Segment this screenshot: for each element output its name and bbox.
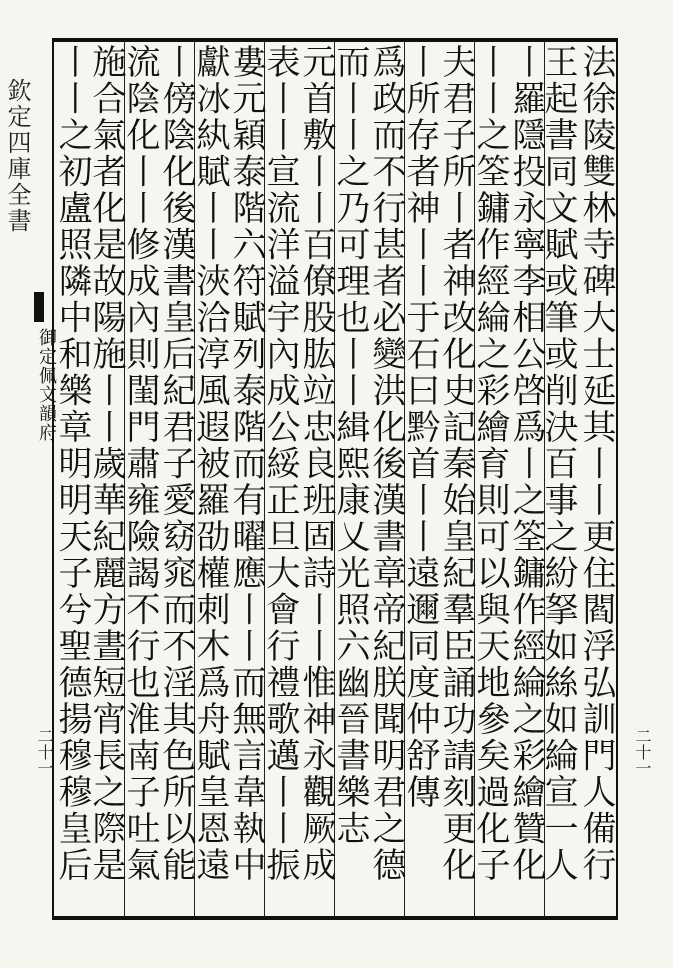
text-column-9: 元首敷丨丨百僚股肱竝忠良班固詩丨丨惟神永觀厥成 — [296, 44, 336, 884]
text-column-16: 丨丨之初盧照隣中和樂章明明天子兮聖德揚穆穆皇后 — [52, 44, 92, 884]
leaf-number-left: 二十一 — [35, 728, 54, 776]
text-column-14: 流陰化丨丨修成內則閨門肅雍險謁不行也淮南子吐氣 — [120, 44, 160, 884]
text-column-15: 施合氣者化是故陽施丨丨歲華紀麗方晝短宵長之際是 — [86, 44, 126, 884]
text-column-7: 爲政而不行甚者必變洪化後漢書章帝紀朕聞明君之德 — [366, 44, 406, 884]
text-column-10: 表丨丨宣流洋溢宇內成公綏正旦大會行禮歌邁丨丨振 — [260, 44, 300, 884]
text-column-1: 法徐陵雙林寺碑大士延其丨丨更住閻浮弘訓門人備行 — [576, 44, 616, 884]
text-column-5: 夫君子所丨者神改化史記秦始皇紀羣臣誦功請刻更化 — [436, 44, 476, 884]
text-column-12: 獻冰紈賦丨丨浹洽淳風遐被羅劭權刺木爲舟賦皇恩遠 — [190, 44, 230, 884]
text-column-6: 丨所存者神丨丨于石曰黔首丨丨遠邇同度仲舒傳 — [400, 44, 440, 811]
text-column-3: 丨羅隱投永寧李相公啓爲丨之筌鏞作經綸之彩繪贊化 — [506, 44, 546, 884]
text-column-4: 丨丨之筌鏞作經綸之彩繪育則可以與天地參矣過化子 — [470, 44, 510, 884]
text-column-8: 而丨丨之乃可理也丨丨緝熙康乂光照六幽晉書樂志 — [330, 44, 370, 847]
text-column-2: 王起書同文賦或筆或削決百事之紛拏如絲如綸宣一人 — [538, 44, 578, 884]
text-column-11: 婁元穎泰階六符賦列泰階而有曜應丨丨而無言韋執中 — [226, 44, 266, 884]
fish-tail-mark — [34, 292, 44, 322]
leaf-number-right: 二十一 — [633, 728, 652, 776]
text-column-13: 丨傍陰化後漢書皇后紀君子愛窈窕而不淫其色所以能 — [156, 44, 196, 884]
facing-page-header-fragment: 欽定四庫全書 — [3, 78, 31, 234]
facing-page-gutter — [0, 30, 34, 440]
book-title-margin: 御定佩文韻府 — [36, 328, 57, 442]
